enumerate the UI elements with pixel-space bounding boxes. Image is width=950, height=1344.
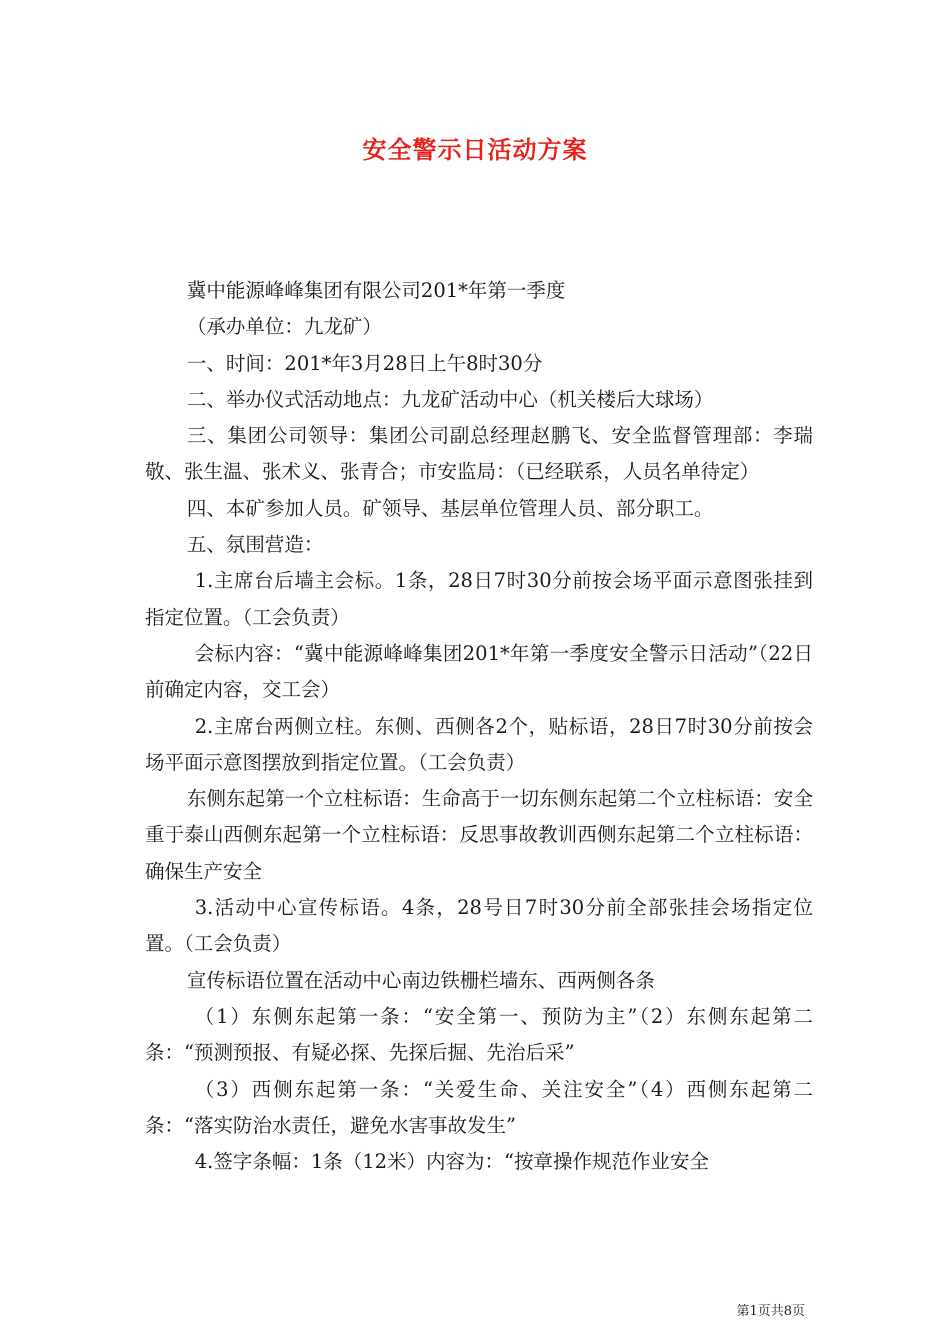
document-title: 安全警示日活动方案 xyxy=(362,135,588,164)
paragraph-leaders: 三、集团公司领导：集团公司副总经理赵鹏飞、安全监督管理部：李瑞敬、张生温、张术义、张青合；市安监局：（已经联系，人员名单待定） xyxy=(145,424,813,484)
paragraph-item-1: 1.主席台后墙主会标。1条，28日7时30分前按会场平面示意图张挂到指定位置。（工会负责） xyxy=(145,569,813,629)
paragraph-slogan-location: 宣传标语位置在活动中心南边铁栅栏墙东、西两侧各条 xyxy=(186,968,655,992)
paragraph-company: 冀中能源峰峰集团有限公司201*年第一季度 xyxy=(186,279,566,302)
paragraph-time: 一、时间：201*年3月28日上午8时30分 xyxy=(186,351,543,375)
paragraph-item-4: 4.签字条幅：1条（12米）内容为：“按章操作规范作业安全 xyxy=(194,1150,710,1174)
paragraph-slogans-west: （3）西侧东起第一条：“关爱生命、关注安全”（4）西侧东起第二条：“落实防治水责任，避免水害事故发生” xyxy=(145,1077,813,1137)
paragraph-item-2: 2.主席台两侧立柱。东侧、西侧各2个，贴标语，28日7时30分前按会场平面示意图摆放到指定位置。（工会负责） xyxy=(145,714,813,774)
paragraph-banner-content: 会标内容：“冀中能源峰峰集团201*年第一季度安全警示日活动”（22日前确定内容，交工会） xyxy=(145,641,813,702)
paragraph-pillar-slogans: 东侧东起第一个立柱标语：生命高于一切东侧东起第二个立柱标语：安全重于泰山西侧东起第一个立柱标语：反思事故教训西侧东起第二个立柱标语：确保生产安全 xyxy=(145,787,813,883)
paragraph-item-3: 3.活动中心宣传标语。4条，28号日7时30分前全部张挂会场指定位置。（工会负责） xyxy=(145,896,813,956)
paragraph-atmosphere: 五、氛围营造： xyxy=(186,533,324,557)
page-number: 第1页共8页 xyxy=(736,1304,805,1319)
paragraph-host: （承办单位：九龙矿） xyxy=(186,315,382,339)
paragraph-attendees: 四、本矿参加人员。矿领导、基层单位管理人员、部分职工。 xyxy=(186,496,714,520)
paragraph-location: 二、举办仪式活动地点：九龙矿活动中心（机关楼后大球场） xyxy=(186,387,714,411)
document-body xyxy=(145,273,813,1180)
paragraph-slogans-east: （1）东侧东起第一条：“安全第一、预防为主”（2）东侧东起第二条：“预测预报、有疑必探、先探后掘、先治后采” xyxy=(145,1004,813,1065)
